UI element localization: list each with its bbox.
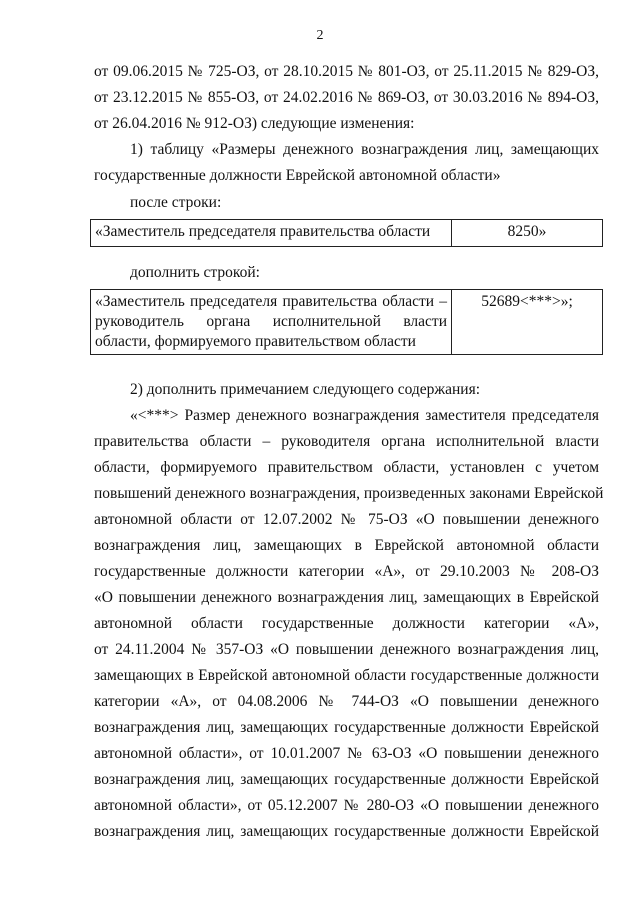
- add-row-label: дополнить строкой:: [130, 264, 260, 281]
- intro-line-2: от 23.12.2015 № 855-ОЗ, от 24.02.2016 № 869-ОЗ, от 30.03.2016 № 894-ОЗ,: [94, 89, 599, 106]
- note-line-15: вознаграждения лиц, замещающих государственные должности Еврейской: [94, 771, 599, 788]
- note-line-12: категории «А», от 04.08.2006 № 744-ОЗ «О повышении денежного: [94, 693, 599, 710]
- note-line-2: правительства области – руководителя органа исполнительной власти: [94, 433, 599, 450]
- note-line-13: вознаграждения лиц, замещающих государственные должности Еврейской: [94, 719, 599, 736]
- table1-position-cell: «Заместитель председателя правительства области: [91, 220, 452, 247]
- note-line-14: автономной области», от 10.01.2007 № 63-ОЗ «О повышении денежного: [94, 745, 599, 762]
- note-line-9: автономной области государственные должности категории «А»,: [94, 615, 599, 632]
- note-line-8: «О повышении денежного вознаграждения лиц, замещающих в Еврейской: [94, 589, 599, 606]
- table-existing-row: [90, 219, 603, 247]
- note-line-16: автономной области», от 05.12.2007 № 280-ОЗ «О повышении денежного: [94, 797, 599, 814]
- note-line-17: вознаграждения лиц, замещающих государственные должности Еврейской: [94, 823, 599, 840]
- intro-line-1: от 09.06.2015 № 725-ОЗ, от 28.10.2015 № 801-ОЗ, от 25.11.2015 № 829-ОЗ,: [94, 63, 599, 80]
- note-line-10: от 24.11.2004 № 357-ОЗ «О повышении денежного вознаграждения лиц,: [94, 641, 599, 658]
- item2-line: 2) дополнить примечанием следующего содержания:: [130, 381, 481, 398]
- after-row-label: после строки:: [130, 194, 222, 211]
- item1-line-1: 1) таблицу «Размеры денежного вознаграждения лиц, замещающих: [130, 141, 599, 158]
- page-number: 2: [316, 28, 324, 43]
- item1-line-2: государственные должности Еврейской автономной области»: [94, 167, 501, 184]
- note-line-3: области, формируемого правительством области, установлен с учетом: [94, 459, 599, 476]
- table2-position-cell: [91, 290, 452, 355]
- note-line-7: государственные должности категории «А», от 29.10.2003 № 208-ОЗ: [94, 563, 599, 580]
- table2-position-line-3: области, формируемого правительством области: [95, 333, 416, 350]
- table1-amount-cell: 8250»: [452, 220, 603, 247]
- note-line-6: вознаграждения лиц, замещающих в Еврейской автономной области: [94, 537, 599, 554]
- note-line-1: «<***> Размер денежного вознаграждения заместителя председателя: [130, 407, 599, 424]
- table2-position-line-2: руководитель органа исполнительной власти: [95, 313, 447, 330]
- note-line-4: повышений денежного вознаграждения, произведенных законами Еврейской: [94, 485, 604, 502]
- table2-amount-cell: 52689<***>»;: [452, 290, 603, 355]
- intro-line-3: от 26.04.2016 № 912-ОЗ) следующие изменения:: [94, 115, 415, 132]
- note-line-11: замещающих в Еврейской автономной области государственные должности: [94, 667, 599, 684]
- table-new-row: [90, 289, 603, 355]
- table2-position-line-1: «Заместитель председателя правительства области –: [95, 293, 447, 310]
- note-line-5: автономной области от 12.07.2002 № 75-ОЗ «О повышении денежного: [94, 511, 599, 528]
